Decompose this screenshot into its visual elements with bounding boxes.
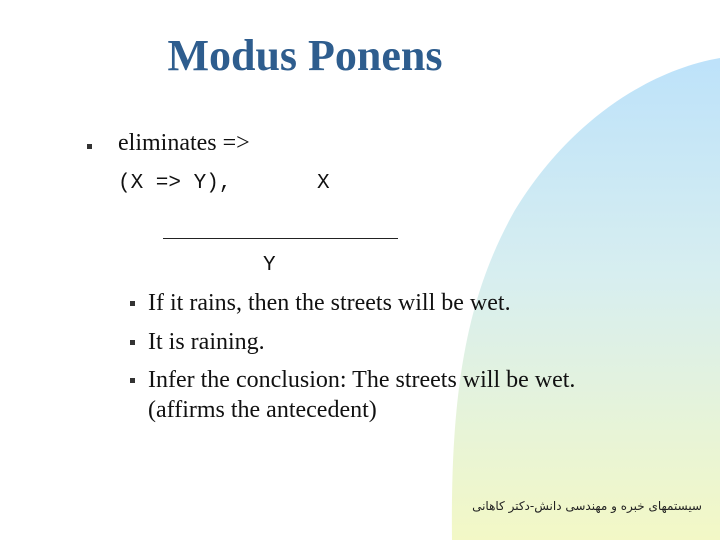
premise-fact: X (317, 172, 330, 195)
bullet-marker (130, 301, 135, 306)
bullet-marker (87, 144, 92, 149)
example-conclusion-text: Infer the conclusion: The streets will be wet. (148, 367, 576, 393)
main-bullet-text: eliminates => (118, 130, 250, 156)
slide-title: Modus Ponens (167, 31, 443, 80)
footer-credit: سیستمهای خبره و مهندسی دانش-دکتر کاهانی (472, 499, 702, 513)
example-premise-text: If it rains, then the streets will be wet. (148, 290, 511, 316)
example-conclusion-note: (affirms the antecedent) (148, 397, 377, 423)
bullet-marker (130, 340, 135, 345)
inference-rule-line (163, 238, 398, 239)
premise-implication: (X => Y), (118, 172, 232, 195)
bullet-marker (130, 378, 135, 383)
conclusion: Y (263, 254, 276, 277)
example-fact-text: It is raining. (148, 329, 265, 355)
